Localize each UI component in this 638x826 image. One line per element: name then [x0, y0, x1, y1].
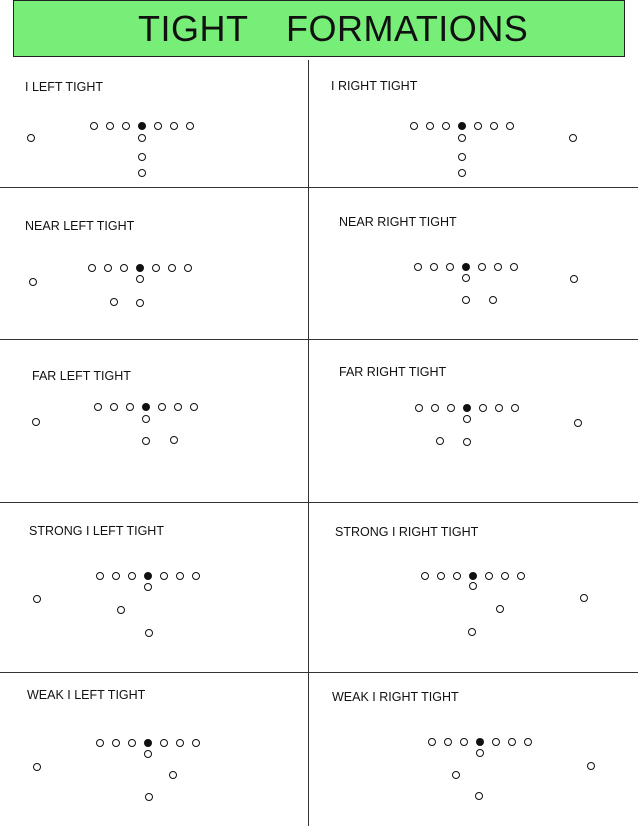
- near-right-tight-lineman-marker: [446, 263, 454, 271]
- weak-i-right-tight-player-marker: [475, 792, 483, 800]
- weak-i-left-tight-lineman-marker: [96, 739, 104, 747]
- i-left-tight-lineman-marker: [154, 122, 162, 130]
- strong-i-right-tight-player-marker: [496, 605, 504, 613]
- near-left-tight-lineman-marker: [184, 264, 192, 272]
- weak-i-right-tight-player-marker: [587, 762, 595, 770]
- strong-i-right-tight-lineman-marker: [485, 572, 493, 580]
- strong-i-left-tight-lineman-marker: [128, 572, 136, 580]
- i-left-tight-lineman-marker: [122, 122, 130, 130]
- formation-label-near-right-tight: NEAR RIGHT TIGHT: [339, 215, 457, 229]
- weak-i-right-tight-player-marker: [452, 771, 460, 779]
- strong-i-left-tight-lineman-marker: [192, 572, 200, 580]
- strong-i-right-tight-lineman-marker: [437, 572, 445, 580]
- formation-label-i-right-tight: I RIGHT TIGHT: [331, 79, 418, 93]
- strong-i-left-tight-lineman-marker: [96, 572, 104, 580]
- strong-i-left-tight-player-marker: [33, 595, 41, 603]
- i-right-tight-lineman-marker: [442, 122, 450, 130]
- far-right-tight-player-marker: [436, 437, 444, 445]
- i-right-tight-lineman-marker: [458, 122, 466, 130]
- formation-label-strong-i-left-tight: STRONG I LEFT TIGHT: [29, 524, 164, 538]
- far-right-tight-lineman-marker: [511, 404, 519, 412]
- far-left-tight-lineman-marker: [126, 403, 134, 411]
- far-left-tight-lineman-marker: [174, 403, 182, 411]
- strong-i-right-tight-player-marker: [469, 582, 477, 590]
- formation-label-far-left-tight: FAR LEFT TIGHT: [32, 369, 131, 383]
- near-right-tight-lineman-marker: [494, 263, 502, 271]
- title-word-1: TIGHT: [138, 8, 249, 49]
- formation-label-far-right-tight: FAR RIGHT TIGHT: [339, 365, 447, 379]
- i-right-tight-player-marker: [458, 169, 466, 177]
- i-right-tight-lineman-marker: [474, 122, 482, 130]
- weak-i-left-tight-lineman-marker: [160, 739, 168, 747]
- weak-i-left-tight-lineman-marker: [176, 739, 184, 747]
- near-left-tight-lineman-marker: [136, 264, 144, 272]
- i-left-tight-lineman-marker: [90, 122, 98, 130]
- i-right-tight-lineman-marker: [410, 122, 418, 130]
- weak-i-left-tight-player-marker: [169, 771, 177, 779]
- title-banner: [13, 0, 625, 57]
- i-left-tight-lineman-marker: [186, 122, 194, 130]
- strong-i-left-tight-player-marker: [145, 629, 153, 637]
- near-right-tight-lineman-marker: [430, 263, 438, 271]
- near-left-tight-lineman-marker: [104, 264, 112, 272]
- i-left-tight-lineman-marker: [138, 122, 146, 130]
- far-right-tight-lineman-marker: [447, 404, 455, 412]
- divider-row-3: [0, 502, 638, 503]
- near-left-tight-player-marker: [29, 278, 37, 286]
- strong-i-right-tight-lineman-marker: [453, 572, 461, 580]
- formation-label-near-left-tight: NEAR LEFT TIGHT: [25, 219, 135, 233]
- i-right-tight-player-marker: [458, 134, 466, 142]
- weak-i-left-tight-player-marker: [145, 793, 153, 801]
- far-left-tight-player-marker: [32, 418, 40, 426]
- weak-i-left-tight-player-marker: [33, 763, 41, 771]
- near-left-tight-lineman-marker: [120, 264, 128, 272]
- formation-label-strong-i-right-tight: STRONG I RIGHT TIGHT: [335, 525, 479, 539]
- weak-i-left-tight-lineman-marker: [192, 739, 200, 747]
- near-right-tight-lineman-marker: [414, 263, 422, 271]
- far-left-tight-lineman-marker: [110, 403, 118, 411]
- weak-i-right-tight-lineman-marker: [444, 738, 452, 746]
- i-right-tight-lineman-marker: [426, 122, 434, 130]
- near-left-tight-lineman-marker: [152, 264, 160, 272]
- strong-i-right-tight-lineman-marker: [501, 572, 509, 580]
- near-right-tight-lineman-marker: [510, 263, 518, 271]
- strong-i-left-tight-lineman-marker: [160, 572, 168, 580]
- near-right-tight-player-marker: [570, 275, 578, 283]
- divider-row-1: [0, 187, 638, 188]
- far-right-tight-lineman-marker: [431, 404, 439, 412]
- weak-i-right-tight-lineman-marker: [524, 738, 532, 746]
- weak-i-right-tight-lineman-marker: [492, 738, 500, 746]
- strong-i-right-tight-lineman-marker: [469, 572, 477, 580]
- weak-i-right-tight-player-marker: [476, 749, 484, 757]
- strong-i-left-tight-lineman-marker: [176, 572, 184, 580]
- far-right-tight-player-marker: [463, 438, 471, 446]
- near-left-tight-player-marker: [136, 299, 144, 307]
- weak-i-right-tight-lineman-marker: [508, 738, 516, 746]
- near-right-tight-player-marker: [462, 274, 470, 282]
- far-right-tight-lineman-marker: [479, 404, 487, 412]
- formation-label-weak-i-right-tight: WEAK I RIGHT TIGHT: [332, 690, 459, 704]
- i-right-tight-lineman-marker: [506, 122, 514, 130]
- divider-column: [308, 60, 309, 826]
- near-right-tight-player-marker: [489, 296, 497, 304]
- i-right-tight-player-marker: [458, 153, 466, 161]
- formation-label-weak-i-left-tight: WEAK I LEFT TIGHT: [27, 688, 146, 702]
- far-right-tight-lineman-marker: [415, 404, 423, 412]
- weak-i-left-tight-lineman-marker: [144, 739, 152, 747]
- near-left-tight-player-marker: [136, 275, 144, 283]
- far-left-tight-player-marker: [142, 415, 150, 423]
- strong-i-left-tight-player-marker: [117, 606, 125, 614]
- far-right-tight-lineman-marker: [495, 404, 503, 412]
- i-right-tight-player-marker: [569, 134, 577, 142]
- far-right-tight-lineman-marker: [463, 404, 471, 412]
- far-left-tight-player-marker: [142, 437, 150, 445]
- near-left-tight-lineman-marker: [168, 264, 176, 272]
- strong-i-right-tight-player-marker: [580, 594, 588, 602]
- near-right-tight-player-marker: [462, 296, 470, 304]
- i-left-tight-lineman-marker: [106, 122, 114, 130]
- near-right-tight-lineman-marker: [478, 263, 486, 271]
- near-left-tight-player-marker: [110, 298, 118, 306]
- far-right-tight-player-marker: [574, 419, 582, 427]
- divider-row-2: [0, 339, 638, 340]
- strong-i-left-tight-player-marker: [144, 583, 152, 591]
- divider-row-4: [0, 672, 638, 673]
- strong-i-right-tight-player-marker: [468, 628, 476, 636]
- i-left-tight-player-marker: [138, 134, 146, 142]
- far-right-tight-player-marker: [463, 415, 471, 423]
- i-left-tight-player-marker: [27, 134, 35, 142]
- weak-i-right-tight-lineman-marker: [476, 738, 484, 746]
- weak-i-left-tight-lineman-marker: [128, 739, 136, 747]
- strong-i-left-tight-lineman-marker: [112, 572, 120, 580]
- strong-i-right-tight-lineman-marker: [421, 572, 429, 580]
- far-left-tight-lineman-marker: [158, 403, 166, 411]
- i-right-tight-lineman-marker: [490, 122, 498, 130]
- near-right-tight-lineman-marker: [462, 263, 470, 271]
- i-left-tight-player-marker: [138, 169, 146, 177]
- near-left-tight-lineman-marker: [88, 264, 96, 272]
- far-left-tight-lineman-marker: [190, 403, 198, 411]
- weak-i-right-tight-lineman-marker: [460, 738, 468, 746]
- strong-i-right-tight-lineman-marker: [517, 572, 525, 580]
- title-word-2: FORMATIONS: [286, 8, 529, 49]
- strong-i-left-tight-lineman-marker: [144, 572, 152, 580]
- far-left-tight-player-marker: [170, 436, 178, 444]
- weak-i-right-tight-lineman-marker: [428, 738, 436, 746]
- far-left-tight-lineman-marker: [94, 403, 102, 411]
- i-left-tight-lineman-marker: [170, 122, 178, 130]
- weak-i-left-tight-lineman-marker: [112, 739, 120, 747]
- weak-i-left-tight-player-marker: [144, 750, 152, 758]
- i-left-tight-player-marker: [138, 153, 146, 161]
- far-left-tight-lineman-marker: [142, 403, 150, 411]
- formation-label-i-left-tight: I LEFT TIGHT: [25, 80, 104, 94]
